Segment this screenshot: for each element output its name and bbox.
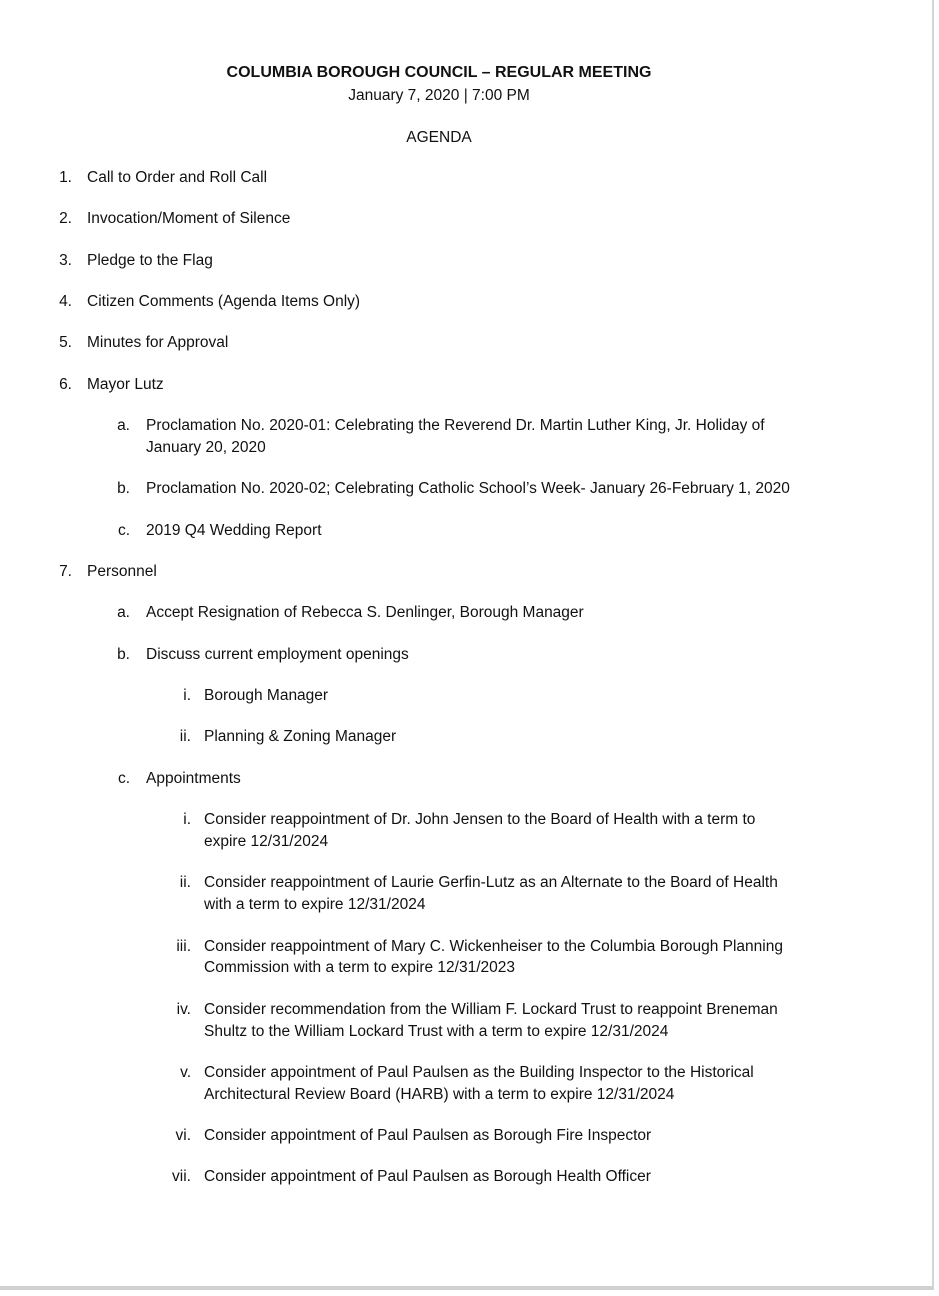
item-number: 3. [59,252,72,269]
roman-numeral: i. [183,811,191,828]
sub-item-letter: a. [117,417,130,434]
sub-item-letter: a. [117,604,130,621]
appointment-paulsen-harb: Consider appointment of Paul Paulsen as the Building Inspector to the Historical [204,1064,754,1081]
appointment-paulsen-harb-cont: Architectural Review Board (HARB) with a term to expire 12/31/2024 [204,1086,675,1103]
agenda-item-mayor: Mayor Lutz [87,376,164,393]
page-title: COLUMBIA BOROUGH COUNCIL – REGULAR MEETING [226,64,652,81]
roman-numeral: v. [180,1064,191,1081]
appointment-jensen-cont: expire 12/31/2024 [204,833,329,850]
roman-numeral: iii. [176,938,191,955]
roman-numeral: ii. [179,728,191,745]
agenda-subitem-proclamation-catholic: Proclamation No. 2020-02; Celebrating Catholic School’s Week- January 26-February 1, 2020 [146,480,790,497]
roman-numeral: iv. [176,1001,191,1018]
item-number: 4. [59,293,72,310]
appointment-paulsen-health: Consider appointment of Paul Paulsen as Borough Health Officer [204,1168,651,1185]
item-number: 2. [59,210,72,227]
appointment-shultz: Consider recommendation from the William F. Lockard Trust to reappoint Breneman [204,1001,778,1018]
item-number: 7. [59,563,72,580]
agenda-item-minutes: Minutes for Approval [87,334,229,351]
appointment-gerfin-lutz-cont: with a term to expire 12/31/2024 [204,896,426,913]
agenda-item-personnel: Personnel [87,563,157,580]
appointment-shultz-cont: Shultz to the William Lockard Trust with a term to expire 12/31/2024 [204,1023,669,1040]
appointment-wickenheiser: Consider reappointment of Mary C. Wickenheiser to the Columbia Borough Planning [204,938,783,955]
agenda-subitem-proclamation-mlk: Proclamation No. 2020-01: Celebrating the Reverend Dr. Martin Luther King, Jr. Holiday of [146,417,765,434]
item-number: 5. [59,334,72,351]
appointment-paulsen-fire: Consider appointment of Paul Paulsen as Borough Fire Inspector [204,1127,652,1144]
agenda-heading: AGENDA [406,129,472,146]
opening-borough-manager: Borough Manager [204,687,329,704]
item-number: 1. [59,169,72,186]
agenda-item-pledge: Pledge to the Flag [87,252,213,269]
roman-numeral: i. [183,687,191,704]
roman-numeral: ii. [179,874,191,891]
agenda-subitem-wedding-report: 2019 Q4 Wedding Report [146,522,322,539]
opening-planning-zoning: Planning & Zoning Manager [204,728,397,745]
sub-item-letter: b. [117,480,130,497]
meeting-datetime: January 7, 2020 | 7:00 PM [348,87,530,104]
appointment-gerfin-lutz: Consider reappointment of Laurie Gerfin-Lutz as an Alternate to the Board of Health [204,874,778,891]
sub-item-letter: c. [117,770,130,787]
item-number: 6. [59,376,72,393]
agenda-subitem-openings: Discuss current employment openings [146,646,409,663]
appointment-jensen: Consider reappointment of Dr. John Jensen to the Board of Health with a term to [204,811,756,828]
agenda-subitem-appointments: Appointments [146,770,241,787]
roman-numeral: vii. [172,1168,191,1185]
agenda-item-citizen-comments: Citizen Comments (Agenda Items Only) [87,293,361,310]
agenda-item-invocation: Invocation/Moment of Silence [87,210,291,227]
sub-item-letter: b. [117,646,130,663]
agenda-item-call-to-order: Call to Order and Roll Call [87,169,268,186]
agenda-subitem-resignation: Accept Resignation of Rebecca S. Denlinger, Borough Manager [146,604,584,621]
sub-item-letter: c. [117,522,130,539]
appointment-wickenheiser-cont: Commission with a term to expire 12/31/2023 [204,959,516,976]
agenda-subitem-proclamation-mlk-cont: January 20, 2020 [146,439,266,456]
roman-numeral: vi. [175,1127,191,1144]
